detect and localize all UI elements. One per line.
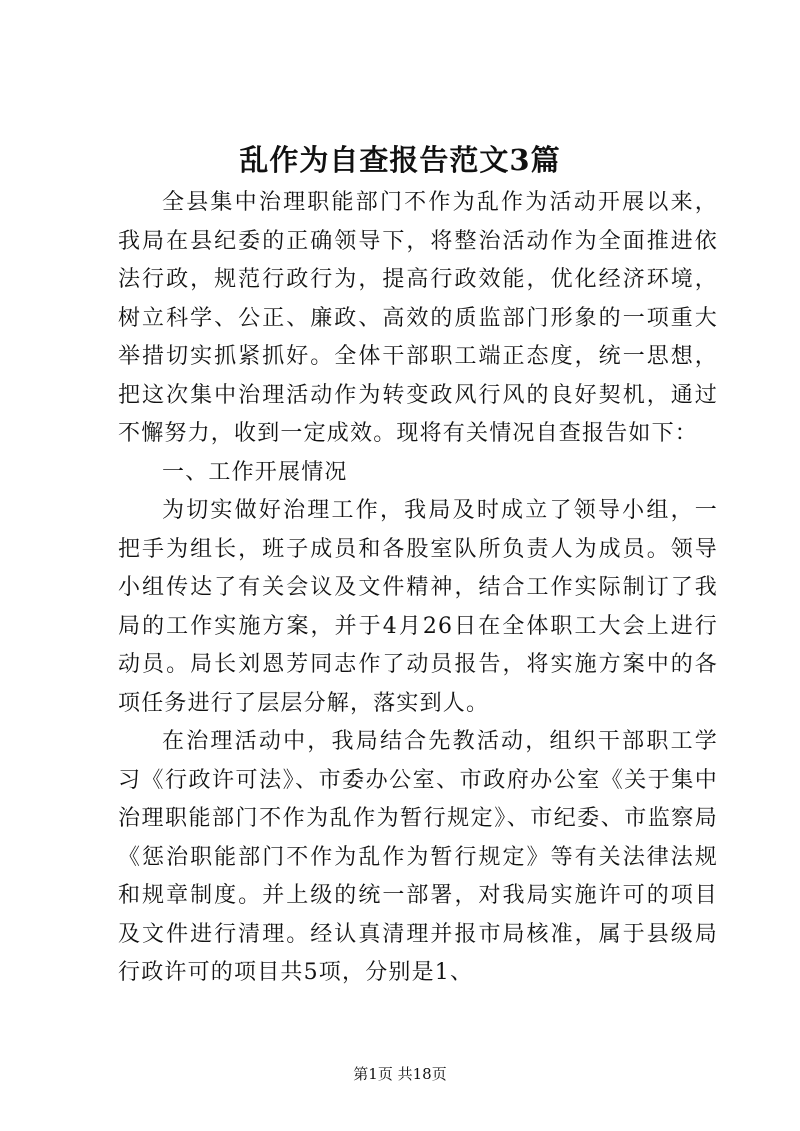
document-title: 乱作为自查报告范文3篇 [239,143,561,177]
paragraph-leadership-group: 为切实做好治理工作，我局及时成立了领导小组，一把手为组长，班子成员和各股室队所负责人为成员。领导小组传达了有关会议及文件精神，结合工作实际制订了我局的工作实施方案，并于4月26日在全体职工大会上进行动员。局长刘恩芳同志作了动员报告，将实施方案中的各项任务进行了层层分解，落实到人。 [118,498,718,716]
paragraph-intro: 全县集中治理职能部门不作为乱作为活动开展以来，我局在县纪委的正确领导下，将整治活动作为全面推进依法行政，规范行政行为，提高行政效能，优化经济环境，树立科学、公正、廉政、高效的质监部门形象的一项重大举措切实抓紧抓好。全体干部职工端正态度，统一思想，把这次集中治理活动作为转变政风行风的良好契机，通过不懈努力，收到一定成效。现将有关情况自查报告如下： [118,190,718,446]
page-number-footer: 第1页 共18页 [353,1065,447,1083]
document-body [118,184,718,993]
paragraph-study-and-cleanup: 在治理活动中，我局结合先教活动，组织干部职工学习《行政许可法》、市委办公室、市政府办公室《关于集中治理职能部门不作为乱作为暂行规定》、市纪委、市监察局《惩治职能部门不作为乱作为暂行规定》等有关法律法规和规章制度。并上级的统一部署，对我局实施许可的项目及文件进行清理。经认真清理并报市局核准，属于县级局行政许可的项目共5项，分别是1、 [118,729,718,985]
section-heading-work-status: 一、工作开展情况 [162,459,348,485]
